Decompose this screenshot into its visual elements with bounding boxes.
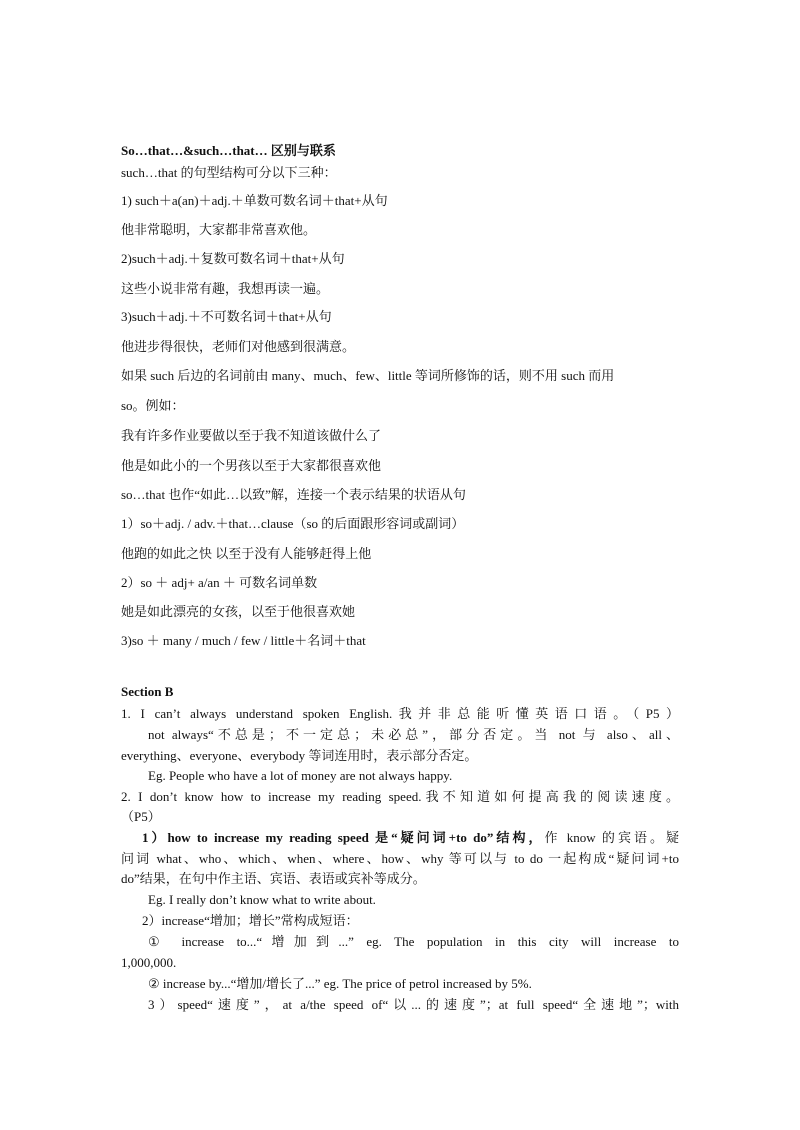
text-line: 这些小说非常有趣，我想再读一遍。 bbox=[121, 281, 330, 296]
text-line: 2. I don’t know how to increase my reading speed.我不知道如何提高我的阅读速度。 bbox=[121, 789, 679, 804]
text-line: 如果 such 后边的名词前由 many、much、few、little 等词所修饰的话，则不用 such 而用 bbox=[121, 368, 615, 383]
text-line: 3)so ＋ many / much / few / little＋名词＋that bbox=[121, 633, 366, 648]
text-line: 2）increase“增加；增长”常构成短语： bbox=[142, 913, 359, 928]
text-line: 1）so＋adj. / adv.＋that…clause（so 的后面跟形容词或副词） bbox=[121, 516, 465, 531]
text-line: （P5） bbox=[121, 809, 161, 824]
text-line: ② increase by...“增加/增长了...” eg. The price of petrol increased by 5%. bbox=[148, 976, 532, 991]
text-line: such…that 的句型结构可分以下三种： bbox=[121, 165, 337, 180]
text-line: 2）so ＋ adj+ a/an ＋ 可数名词单数 bbox=[121, 575, 318, 590]
text-line bbox=[142, 829, 679, 847]
text-line: not always“不总是；不一定总；未必总”，部分否定。当 not 与 also、all、 bbox=[148, 727, 679, 742]
text-line: 1. I can’t always understand spoken English.我并非总能听懂英语口语。（P5） bbox=[121, 706, 679, 721]
bold-phrase: 1）how to increase my reading speed 是“疑问词+to do”结构， bbox=[142, 830, 545, 845]
text-line: everything、everyone、everybody 等词连用时，表示部分否定。 bbox=[121, 748, 478, 763]
text-line: 1) such＋a(an)＋adj.＋单数可数名词＋that+从句 bbox=[121, 193, 388, 208]
text-line: 1,000,000. bbox=[121, 955, 177, 970]
text-line: 他是如此小的一个男孩以至于大家都很喜欢他 bbox=[121, 458, 382, 473]
example-sentence: Eg. People who have a lot of money are not always happy. bbox=[148, 768, 453, 783]
text-line: so…that 也作“如此…以致”解，连接一个表示结果的状语从句 bbox=[121, 487, 466, 502]
text-line: 2)such＋adj.＋复数可数名词＋that+从句 bbox=[121, 251, 345, 266]
text-line: 3）speed“速度”，at a/the speed of“以...的速度”；at full speed“全速地”；with bbox=[148, 997, 679, 1012]
text-line: do”结果，在句中作主语、宾语、表语或宾补等成分。 bbox=[121, 871, 426, 886]
section-heading: Section B bbox=[121, 684, 174, 699]
text-line: 3)such＋adj.＋不可数名词＋that+从句 bbox=[121, 309, 332, 324]
example-sentence: Eg. I really don’t know what to write about. bbox=[148, 892, 376, 907]
text-line: 她是如此漂亮的女孩，以至于他很喜欢她 bbox=[121, 604, 356, 619]
text-line: 他跑的如此之快 以至于没有人能够赶得上他 bbox=[121, 546, 372, 561]
text-line: so。例如： bbox=[121, 398, 185, 413]
text-line: 我有许多作业要做以至于我不知道该做什么了 bbox=[121, 428, 382, 443]
text-line: 他非常聪明，大家都非常喜欢他。 bbox=[121, 222, 317, 237]
text-line: 问词 what、who、which、when、where、how、why 等可以与 to do 一起构成“疑问词+to bbox=[121, 851, 679, 866]
text-line: ① increase to...“增加到...” eg. The population in this city will increase to bbox=[148, 934, 679, 949]
page-title: So…that…&such…that… 区别与联系 bbox=[121, 143, 336, 158]
text-line: 他进步得很快，老师们对他感到很满意。 bbox=[121, 339, 356, 354]
text-span: 作 know 的宾语。疑 bbox=[544, 830, 679, 845]
